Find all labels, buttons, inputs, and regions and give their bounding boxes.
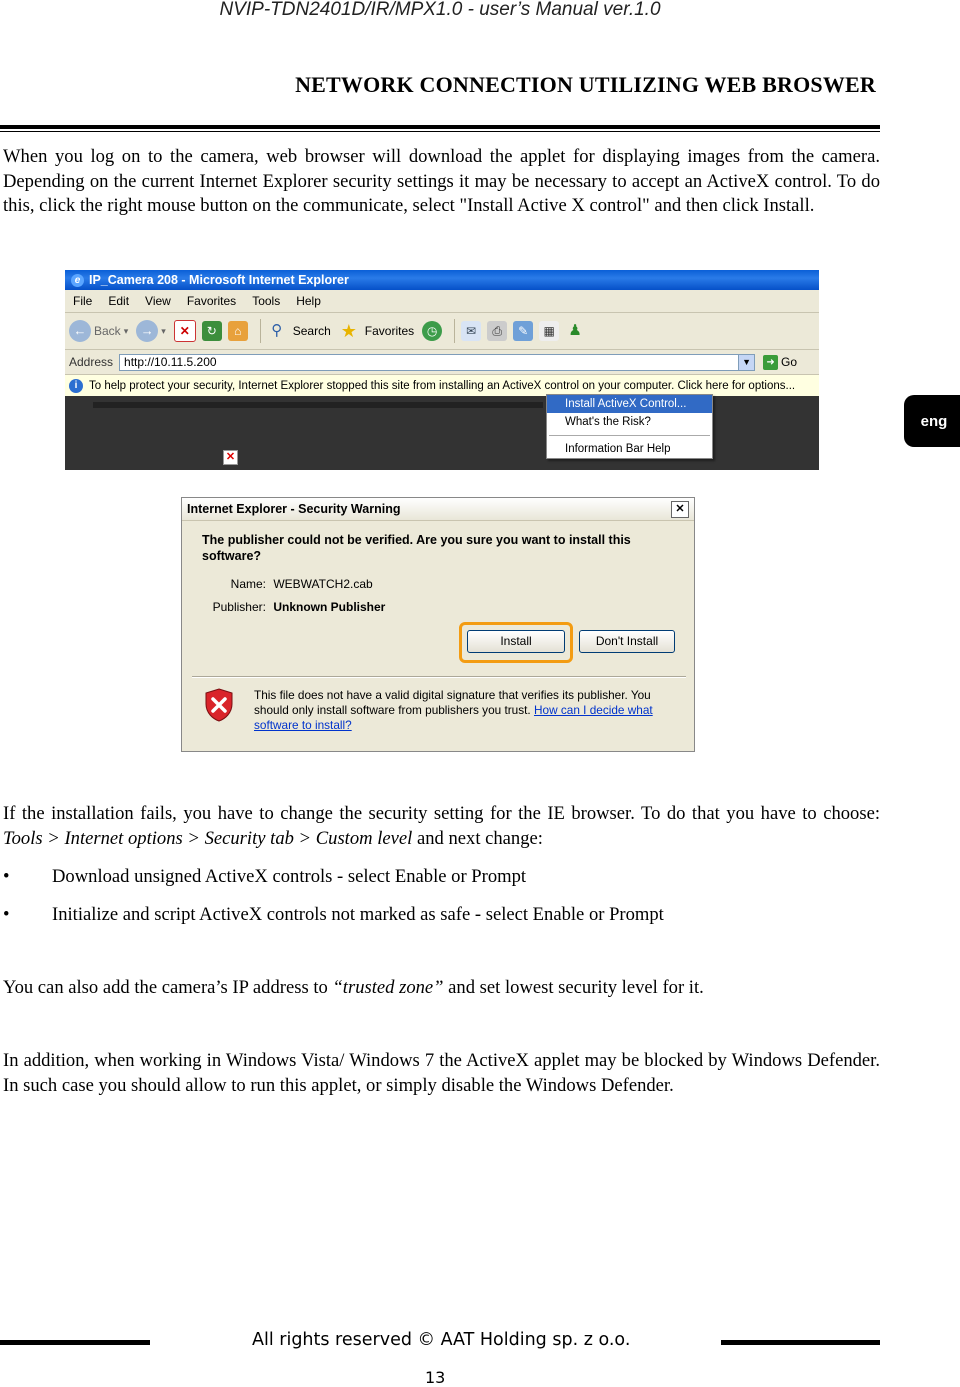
- close-icon[interactable]: ✕: [671, 501, 689, 518]
- back-button[interactable]: ← Back ▾: [69, 320, 128, 342]
- chevron-down-icon[interactable]: ▼: [738, 355, 754, 370]
- trusted-text: You can also add the camera’s IP address to: [3, 977, 333, 998]
- bullet-text: Initialize and script ActiveX controls not marked as safe - select Enable or Prompt: [52, 904, 664, 925]
- ie-window-title: IP_Camera 208 - Microsoft Internet Explorer: [89, 273, 349, 287]
- menu-item-whats-the-risk[interactable]: What's the Risk?: [565, 416, 651, 428]
- go-button[interactable]: [763, 355, 797, 370]
- intro-paragraph: When you log on to the camera, web browser will download the applet for displaying images from the camera. Depending on the current Internet Explorer security settings it may be necessary to accept an ActiveX control. To do this, click the right mouse button on the communicate, select "Install Active X control" and then click Install.: [3, 146, 880, 216]
- stop-icon[interactable]: ✕: [174, 320, 196, 342]
- context-menu: [546, 394, 713, 459]
- favorites-label: Favorites: [364, 324, 415, 338]
- menu-view[interactable]: View: [145, 294, 171, 308]
- language-tab: eng: [904, 395, 960, 447]
- edit-icon[interactable]: ✎: [513, 321, 533, 341]
- ie-logo-icon: e: [71, 274, 84, 287]
- security-warning-dialog: [181, 497, 695, 752]
- failure-paragraph: [3, 802, 880, 851]
- name-row: [208, 577, 373, 591]
- favorites-star-icon: ★: [340, 321, 357, 341]
- vista-paragraph: In addition, when working in Windows Vista/ Windows 7 the ActiveX applet may be blocked by Windows Defender. In such case you should allow to run this applet, or simply disable the Windows Defender.: [3, 1050, 880, 1096]
- discuss-icon[interactable]: ▦: [539, 321, 559, 341]
- footer-rule-right: [721, 1340, 880, 1345]
- page-number: 13: [425, 1368, 446, 1387]
- search-icon: ⚲: [271, 322, 283, 339]
- shield-warning-icon: [205, 688, 233, 722]
- menu-help[interactable]: Help: [296, 294, 321, 308]
- menu-favorites[interactable]: Favorites: [186, 294, 237, 308]
- home-icon[interactable]: ⌂: [228, 321, 248, 341]
- menu-file[interactable]: File: [73, 294, 93, 308]
- dont-install-button[interactable]: Don't Install: [579, 630, 675, 653]
- refresh-icon[interactable]: ↻: [202, 321, 222, 341]
- go-arrow-icon: ➜: [763, 355, 778, 370]
- settings-path: Tools > Internet options > Security tab > Custom level: [3, 827, 413, 849]
- dialog-title-bar: [182, 498, 694, 521]
- publisher-label: Publisher:: [212, 600, 266, 614]
- warning-text: This file does not have a valid digital signature that verifies its publisher. You should only install software from publishers you trust.: [254, 688, 651, 717]
- address-label: Address: [69, 355, 114, 369]
- menu-item-install-activex[interactable]: Install ActiveX Control...: [547, 395, 712, 413]
- failure-text: If the installation fails, you have to change the security setting for the IE browser. To do that you have to choose:: [3, 803, 880, 824]
- menu-item-info-bar-help[interactable]: Information Bar Help: [565, 443, 671, 455]
- title-rule-thin: [0, 131, 880, 132]
- search-button[interactable]: [267, 321, 331, 341]
- ie-address-bar: [65, 350, 819, 375]
- bullet-dot: •: [3, 866, 10, 887]
- name-value: WEBWATCH2.cab: [273, 577, 373, 591]
- ie-title-bar: [65, 270, 819, 290]
- mail-icon[interactable]: ✉: [461, 321, 481, 341]
- trusted-zone: “trusted zone”: [332, 977, 444, 998]
- trusted-zone-paragraph: [3, 976, 880, 1001]
- help-link[interactable]: How can I decide what software to install?: [254, 703, 653, 732]
- back-label: Back: [94, 324, 121, 338]
- failure-text-end: and next change:: [412, 827, 543, 849]
- page-title: NETWORK CONNECTION UTILIZING WEB BROSWER: [295, 72, 876, 97]
- address-value: http://10.11.5.200: [124, 355, 217, 369]
- bullet-dot: •: [3, 904, 10, 925]
- history-icon[interactable]: ◷: [422, 321, 442, 341]
- menu-tools[interactable]: Tools: [252, 294, 281, 308]
- bullet-text: Download unsigned ActiveX controls - select Enable or Prompt: [52, 866, 527, 887]
- ie-menu-bar: [65, 290, 819, 313]
- shield-info-icon: i: [69, 379, 83, 393]
- menu-edit[interactable]: Edit: [108, 294, 130, 308]
- running-header: NVIP-TDN2401D/IR/MPX1.0 - user’s Manual ver.1.0: [219, 0, 661, 20]
- favorites-button[interactable]: [339, 321, 414, 341]
- messenger-icon[interactable]: ♟: [568, 322, 582, 339]
- broken-image-icon: ✕: [223, 450, 238, 465]
- footer-copyright: All rights reserved © AAT Holding sp. z o.o.: [252, 1330, 631, 1350]
- dialog-question: The publisher could not be verified. Are you sure you want to install this software?: [202, 533, 631, 563]
- dialog-title: Internet Explorer - Security Warning: [187, 502, 401, 516]
- ie-window-screenshot: [65, 270, 819, 470]
- forward-button[interactable]: → ▾: [136, 320, 166, 342]
- address-input[interactable]: [119, 354, 755, 371]
- go-label: Go: [781, 355, 798, 369]
- title-rule: [0, 125, 880, 129]
- install-button[interactable]: Install: [467, 630, 565, 653]
- dialog-warning: [254, 688, 674, 733]
- footer-rule-left: [0, 1340, 150, 1345]
- back-arrow-icon: ←: [69, 320, 91, 342]
- publisher-row: [208, 600, 385, 614]
- search-label: Search: [292, 324, 331, 338]
- forward-arrow-icon: →: [136, 320, 158, 342]
- information-bar-text: To help protect your security, Internet Explorer stopped this site from installing an ActiveX control on your computer. Click here for options...: [89, 380, 796, 392]
- print-icon[interactable]: ⎙: [487, 321, 507, 341]
- ie-toolbar: [65, 313, 819, 350]
- name-label: Name:: [230, 577, 266, 591]
- publisher-value: Unknown Publisher: [273, 600, 386, 614]
- trusted-text-end: and set lowest security level for it.: [443, 977, 704, 998]
